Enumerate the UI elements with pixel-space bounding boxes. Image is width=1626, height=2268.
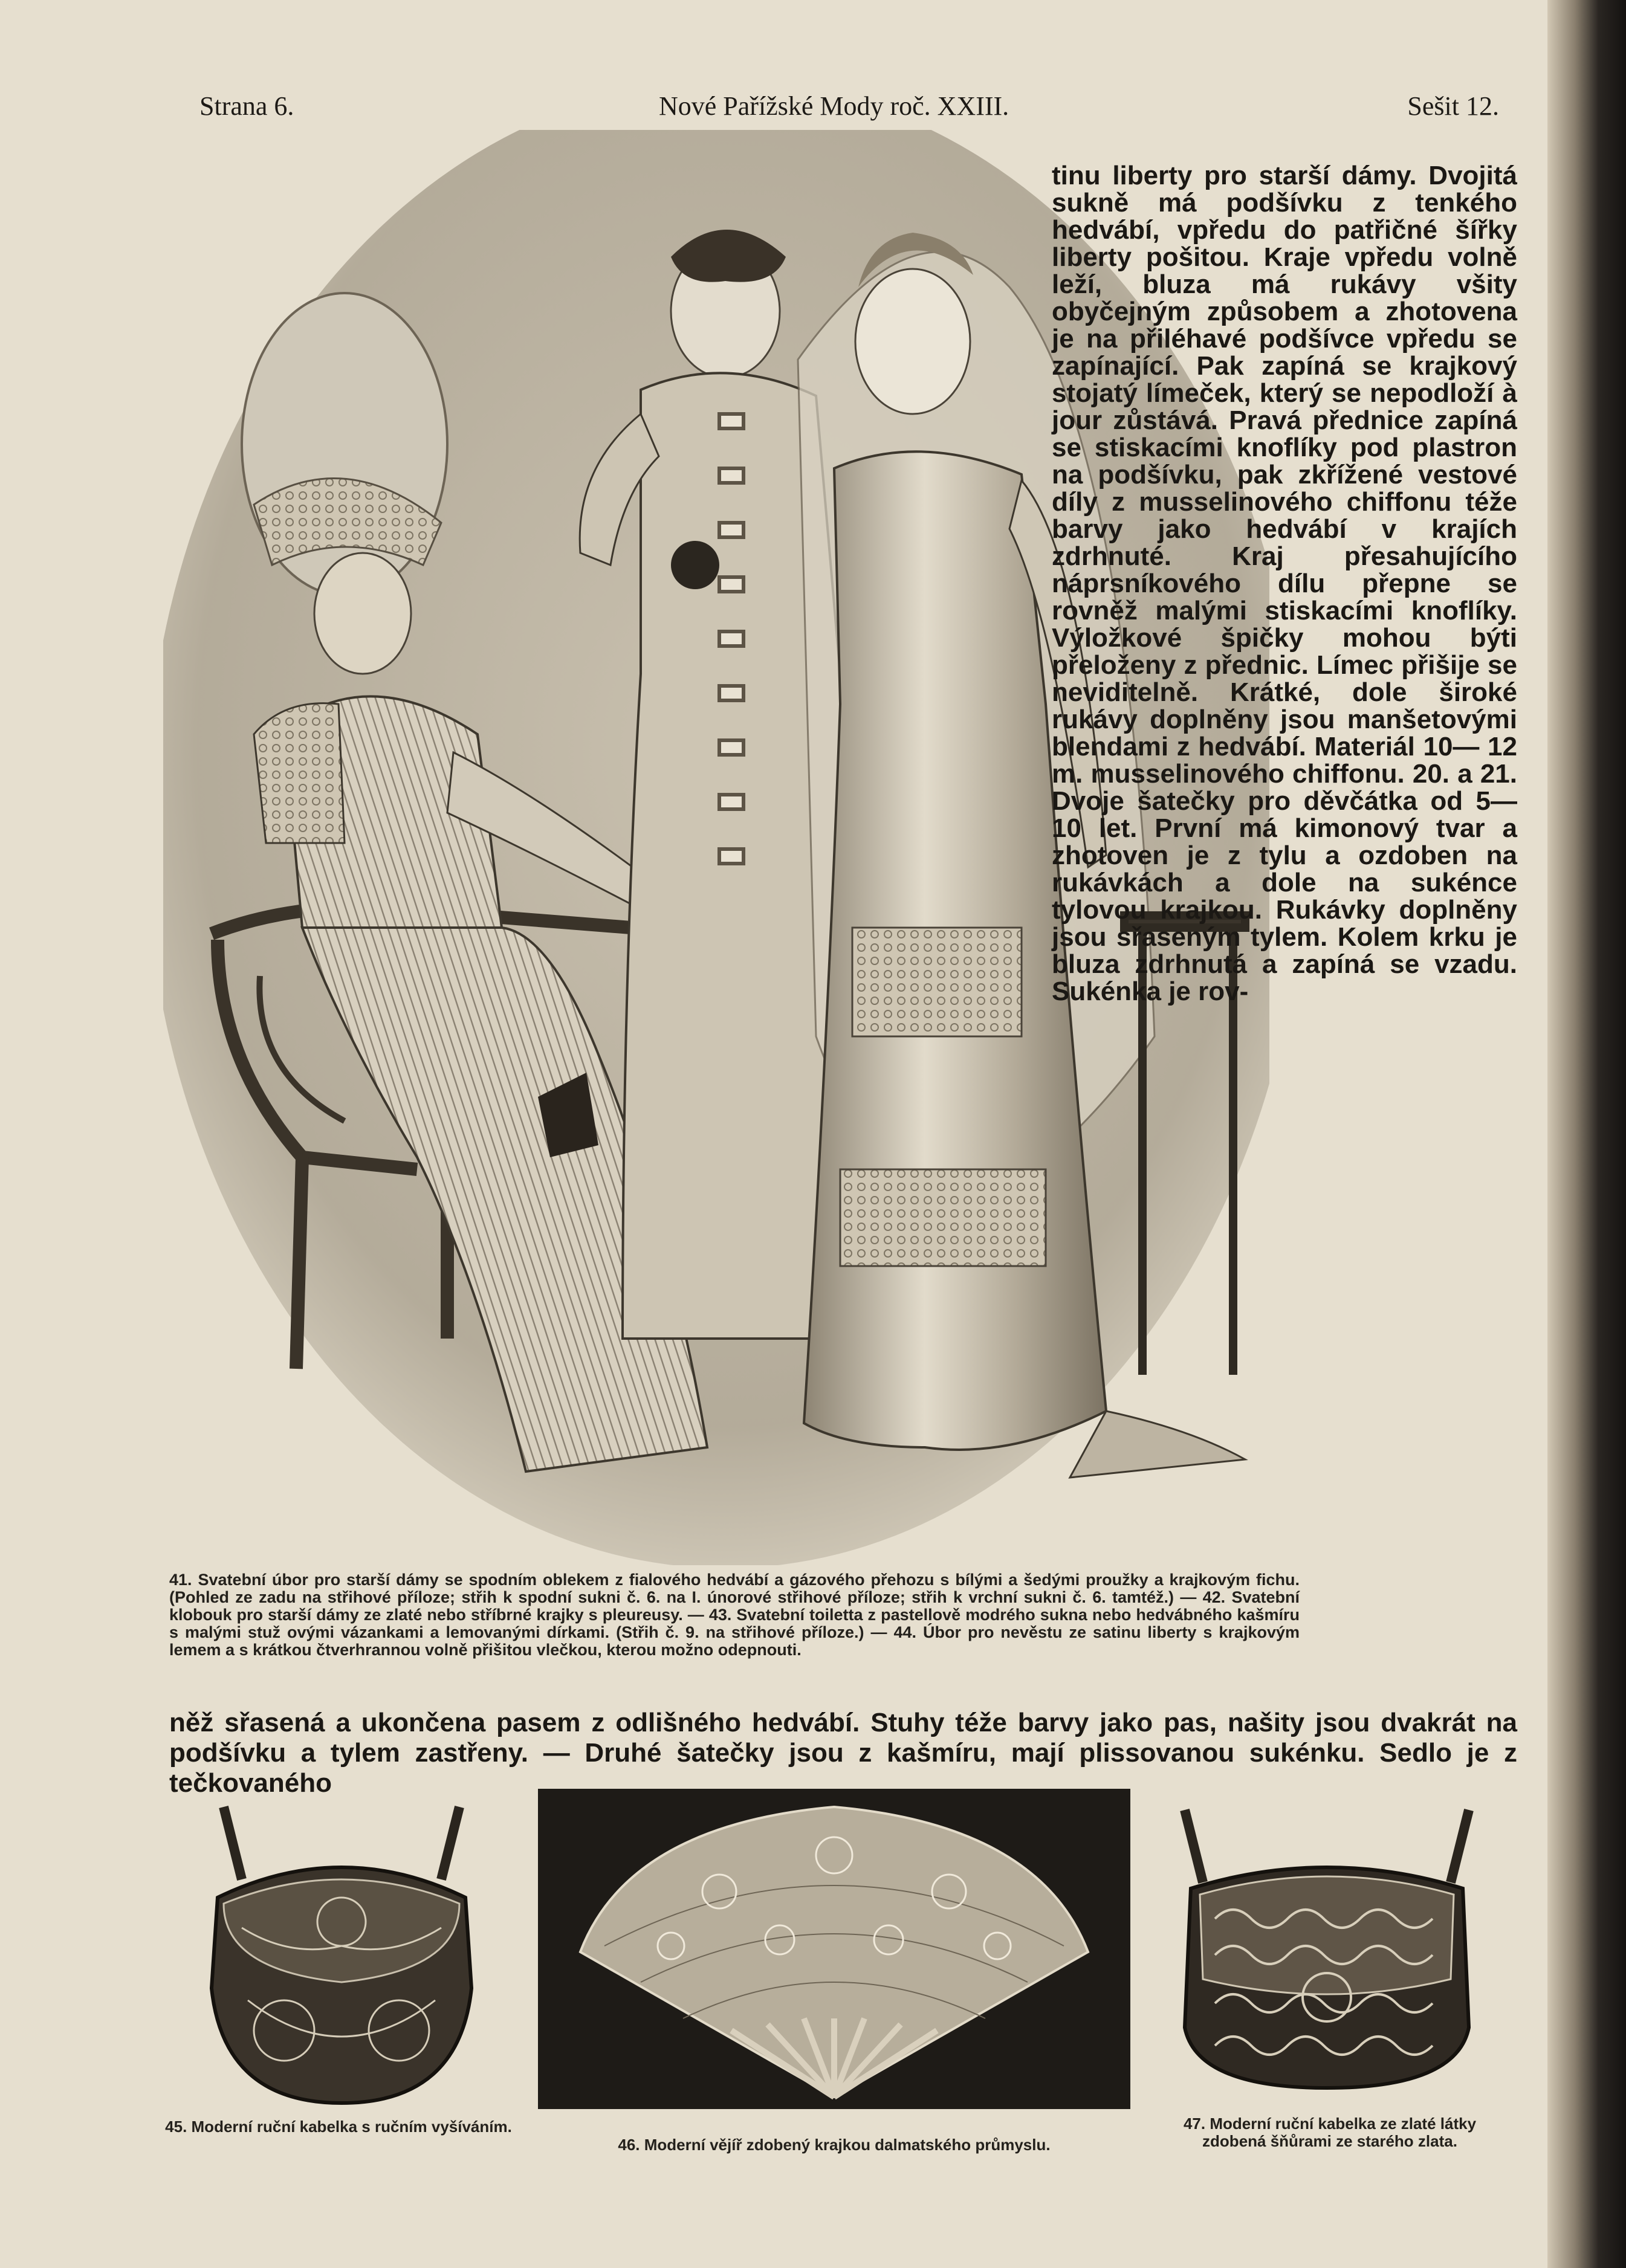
gold-handbag-illustration [1167, 1798, 1487, 2100]
page-number: Strana 6. [199, 91, 294, 121]
running-header [199, 91, 1499, 133]
figure-46-caption: 46. Moderní vějíř zdobený krajkou dalmatského průmyslu. [618, 2136, 1051, 2154]
magazine-title: Nové Pařížské Mody roč. XXIII. [659, 91, 1009, 121]
figure-45-caption: 45. Moderní ruční kabelka s ručním vyšíváním. [165, 2118, 512, 2136]
figure-lace-fan [538, 1789, 1130, 2109]
figure-47-caption: 47. Moderní ruční kabelka ze zlaté látky zdobená šňůrami ze starého zlata. [1183, 2115, 1477, 2150]
article-text-full-width [169, 1708, 1517, 1798]
figure-handbag-gold [1167, 1798, 1487, 2100]
article-column-right [1052, 162, 1517, 1709]
article-text-bottom: něž sřasená a ukončena pasem z odlišného hedvábí. Stuhy téže barvy jako pas, našity jsou dvakrát na podšívku a tylem zastřeny. — Druhé šatečky jsou z kašmíru, mají plissovanou sukénku. Sedlo je z tečkovaného [169, 1708, 1517, 1798]
fan-illustration [538, 1789, 1130, 2109]
issue-number: Sešit 12. [1407, 91, 1499, 121]
plate-caption [169, 1571, 1300, 1659]
figure-handbag-embroidered [199, 1789, 484, 2109]
handbag-illustration [199, 1789, 484, 2109]
plate-caption-text: 41. Svatební úbor pro starší dámy se spodním oblekem z fialového hedvábí a gázového přehozu s bílými a šedými proužky a krajkovým fichu. (Pohled ze zadu na střihové příloze; střih k spodní sukni č. 6. na I. únorové střihové příloze; střih k vrchní sukni č. 6. tamtéž.) — 42. Svatební klobouk pro starší dámy ze zlaté nebo stříbrné krajky s pleureusy. — 43. Svatební toiletta z pastellově modrého sukna nebo hedvábného kašmíru s malými stuž ovými vázankami a lemovanými dírkami. (Střih č. 9. na střihové příloze.) — 44. Úbor pro nevěstu ze satinu liberty s krajkovým lemem a s krátkou čtverhrannou volně přišitou vlečkou, kterou možno odepnouti. [169, 1571, 1300, 1659]
book-binding-edge [1547, 0, 1626, 2268]
article-text-continuation: tinu liberty pro starší dámy. Dvojitá sukně má podšívku z tenkého hedvábí, vpředu do patřičné šířky liberty pošitou. Kraje vpředu volně leží, bluza má rukávy všity obyčejným způsobem a zhotovena je na přiléhavé podšívce vpředu se zapínající. Pak zapíná se krajkový stojatý límeček, který se nepodloží à jour zůstává. Pravá přednice zapíná se stiskacími knoflíky pod plastron na podšívku, pak zkřížené vestové díly z musselinového chiffonu téže barvy jako hedvábí v krajích zdrhnuté. Kraj přesahujícího náprsníkového dílu přepne se rovněž malými stiskacími knoflíky. Výložkové špičky mohou býti přeloženy z přednic. Límec přišije se neviditelně. Krátké, dole široké rukávy doplněny jsou manšetovými blendami z hedvábí. Materiál 10— 12 m. musselinového chiffonu. 20. a 21. Dvoje šatečky pro děvčátka od 5—10 let. První má kimonový tvar a zhotoven je z tylu a ozdoben na rukávkách a dole na sukénce tylovou krajkou. Rukávky doplněny jsou sřaseným tylem. Kolem krku je bluza zdrhnutá a zapíná se vzadu. Sukénka je rov- [1052, 161, 1517, 1006]
